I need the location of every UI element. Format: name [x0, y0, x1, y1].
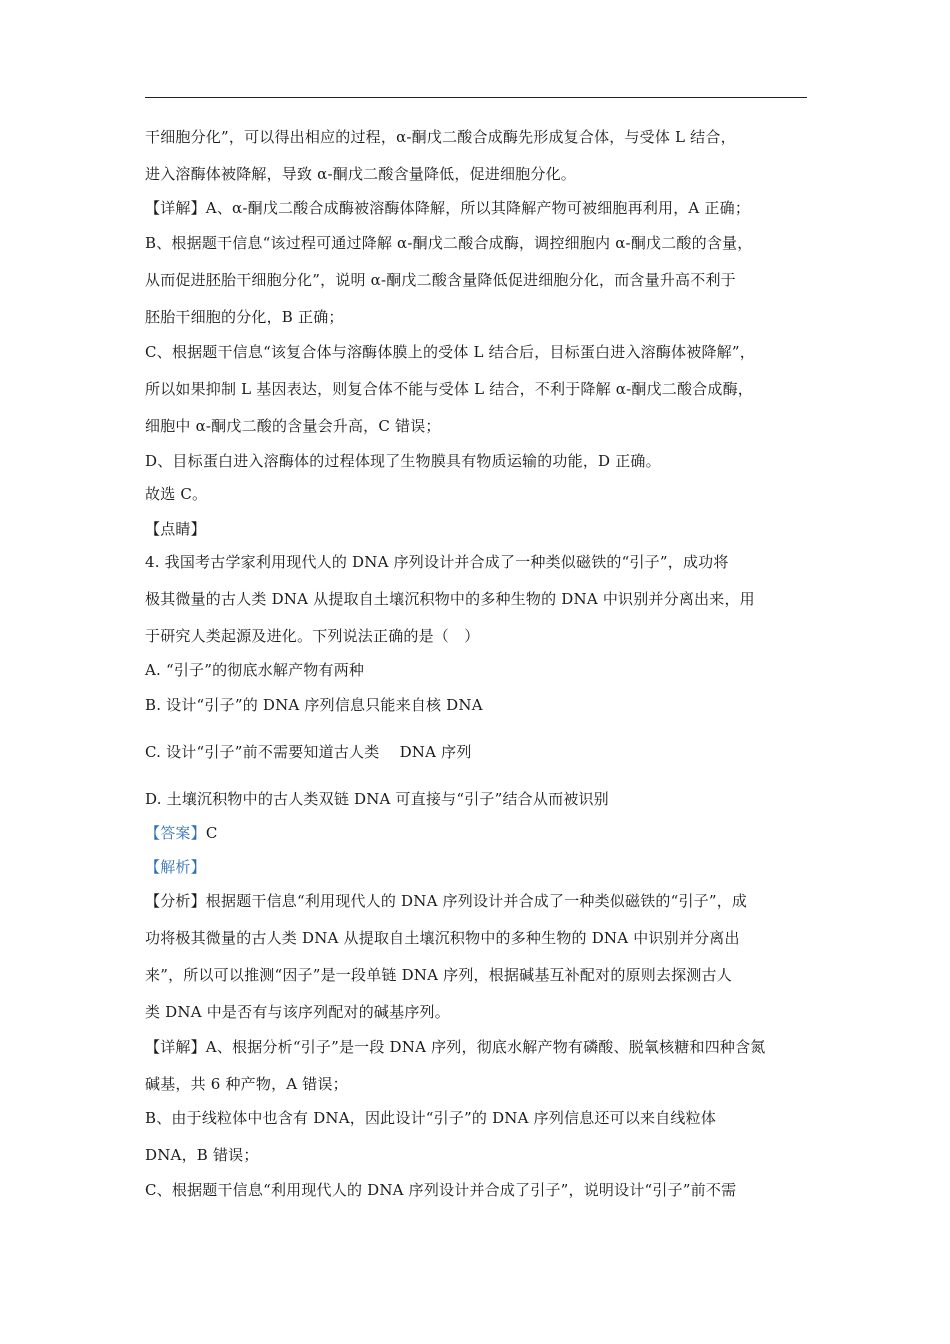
- question-line: 于研究人类起源及进化。下列说法正确的是（ ）: [145, 627, 480, 645]
- answer-label: 【答案】: [145, 824, 206, 842]
- text-line: 来”，所以可以推测“因子”是一段单链 DNA 序列，根据碱基互补配对的原则去探测古人: [145, 966, 732, 984]
- text-line: 【详解】A、根据分析“引子”是一段 DNA 序列，彻底水解产物有磷酸、脱氧核糖和四种含氮: [145, 1038, 766, 1056]
- text-line: 功将极其微量的古人类 DNA 从提取自土壤沉积物中的多种生物的 DNA 中识别并分离出: [145, 929, 740, 947]
- text-line: 【分析】根据题干信息“利用现代人的 DNA 序列设计并合成了一种类似磁铁的“引子”，成: [145, 892, 748, 910]
- text-line: 类 DNA 中是否有与该序列配对的碱基序列。: [145, 1003, 450, 1021]
- text-line: D、目标蛋白进入溶酶体的过程体现了生物膜具有物质运输的功能，D 正确。: [145, 452, 661, 470]
- header-rule: [145, 97, 807, 98]
- text-line: 进入溶酶体被降解，导致 α-酮戊二酸含量降低，促进细胞分化。: [145, 165, 576, 183]
- text-line: B、根据题干信息“该过程可通过降解 α-酮戊二酸合成酶，调控细胞内 α-酮戊二酸的含量，: [145, 234, 753, 252]
- analysis-label: 【解析】: [145, 858, 206, 876]
- text-line: 从而促进胚胎干细胞分化”，说明 α-酮戊二酸含量降低促进细胞分化，而含量升高不利于: [145, 271, 736, 289]
- text-line: DNA，B 错误；: [145, 1146, 259, 1164]
- text-line: C、根据题干信息“利用现代人的 DNA 序列设计并合成了引子”，说明设计“引子”前不需: [145, 1181, 737, 1199]
- option-a: A. “引子”的彻底水解产物有两种: [145, 661, 365, 679]
- text-line: C、根据题干信息“该复合体与溶酶体膜上的受体 L 结合后，目标蛋白进入溶酶体被降解”，: [145, 343, 755, 361]
- text-line: 胚胎干细胞的分化，B 正确；: [145, 308, 344, 326]
- text-line: 【详解】A、α-酮戊二酸合成酶被溶酶体降解，所以其降解产物可被细胞再利用，A 正确；: [145, 199, 751, 217]
- option-d: D. 土壤沉积物中的古人类双链 DNA 可直接与“引子”结合从而被识别: [145, 790, 609, 808]
- remark-heading: 【点睛】: [145, 520, 206, 538]
- text-line: 故选 C。: [145, 485, 208, 503]
- text-line: 碱基，共 6 种产物，A 错误；: [145, 1075, 348, 1093]
- text-line: 细胞中 α-酮戊二酸的含量会升高，C 错误；: [145, 417, 441, 435]
- text-line: 所以如果抑制 L 基因表达，则复合体不能与受体 L 结合，不利于降解 α-酮戊二酸合成酶，: [145, 380, 753, 398]
- answer-value: C: [205, 824, 218, 842]
- text-line: B、由于线粒体中也含有 DNA，因此设计“引子”的 DNA 序列信息还可以来自线粒体: [145, 1109, 717, 1127]
- option-b: B. 设计“引子”的 DNA 序列信息只能来自核 DNA: [145, 696, 483, 714]
- answer-line: [145, 823, 218, 843]
- question-line: 4. 我国考古学家利用现代人的 DNA 序列设计并合成了一种类似磁铁的“引子”，成功将: [145, 553, 729, 571]
- text-line: 干细胞分化”，可以得出相应的过程，α-酮戊二酸合成酶先形成复合体，与受体 L 结合，: [145, 128, 736, 146]
- question-line: 极其微量的古人类 DNA 从提取自土壤沉积物中的多种生物的 DNA 中识别并分离出来，用: [145, 590, 755, 608]
- option-c: C. 设计“引子”前不需要知道古人类 DNA 序列: [145, 743, 472, 761]
